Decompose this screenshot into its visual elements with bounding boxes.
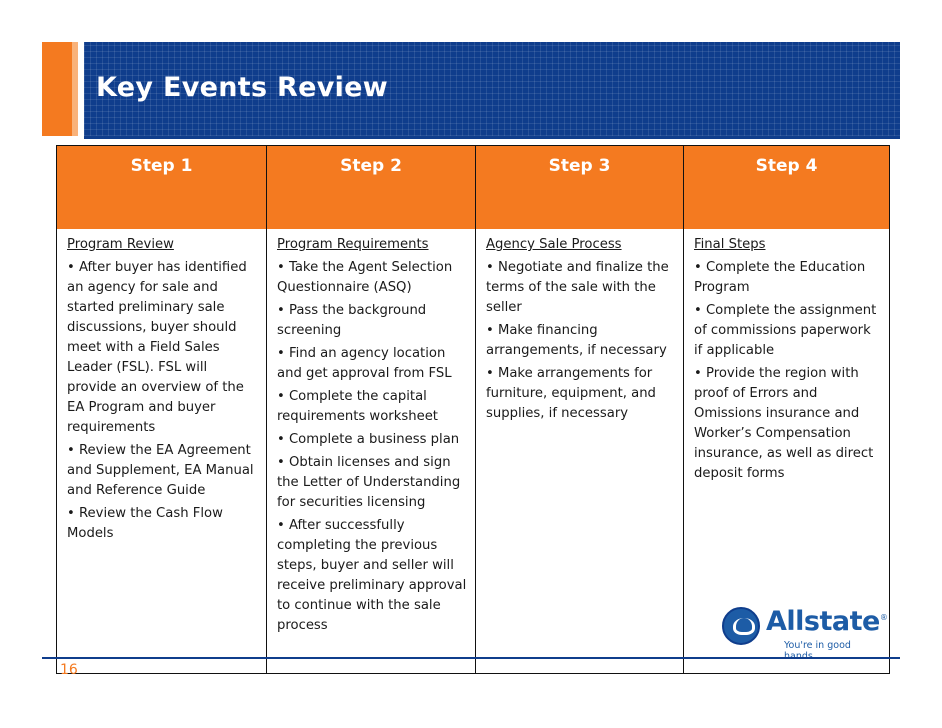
step-3-bullet: • Negotiate and finalize the terms of the sale with the seller: [486, 260, 669, 315]
step-1-bullet: • After buyer has identified an agency for sale and started preliminary sale discussions, buyer should meet with a Field Sales Leader (FSL). FSL will provide an overview of the EA Program and buyer requirements: [67, 260, 247, 435]
step-1-section: Program Review: [67, 237, 174, 252]
step-2-bullet: • Find an agency location and get approval from FSL: [277, 346, 452, 381]
step-1-bullet: • Review the EA Agreement and Supplement, EA Manual and Reference Guide: [67, 443, 254, 498]
step-3-bullet: • Make financing arrangements, if necessary: [486, 323, 667, 358]
header-row: [57, 146, 890, 230]
step-3-section: Agency Sale Process: [486, 237, 622, 252]
footer-rule: [42, 657, 900, 659]
key-events-table: [56, 145, 890, 674]
step-2-section: Program Requirements: [277, 237, 429, 252]
step-3-cell: [476, 229, 684, 674]
step-1-bullet: • Review the Cash Flow Models: [67, 506, 223, 541]
step-2-bullet: • Take the Agent Selection Questionnaire (ASQ): [277, 260, 453, 295]
logo-registered: ®: [879, 613, 888, 622]
logo-name: Allstate: [766, 606, 880, 637]
step-3-header: Step 3: [476, 146, 684, 230]
orange-accent-bar: [42, 42, 78, 136]
step-4-bullet: • Provide the region with proof of Errors and Omissions insurance and Worker’s Compensation insurance, as well as direct deposit forms: [694, 366, 874, 481]
allstate-logo: [722, 606, 888, 652]
title-banner: [84, 42, 900, 136]
step-3-bullet: • Make arrangements for furniture, equipment, and supplies, if necessary: [486, 366, 656, 421]
orange-accent-notch: [72, 42, 78, 136]
step-2-bullet: • After successfully completing the previous steps, buyer and seller will receive preliminary approval to continue with the sale process: [277, 518, 467, 633]
logo-tagline: You're in good: [784, 640, 851, 651]
step-1-cell: [57, 229, 267, 674]
step-4-bullet: • Complete the Education Program: [694, 260, 866, 295]
step-2-header: Step 2: [267, 146, 476, 230]
logo-wordmark: [766, 606, 887, 637]
step-2-bullet: • Complete the capital requirements worksheet: [277, 389, 438, 424]
step-2-bullet: • Obtain licenses and sign the Letter of Understanding for securities licensing: [277, 455, 461, 510]
page-number: 16: [60, 662, 78, 678]
step-2-cell: [267, 229, 476, 674]
step-4-section: Final Steps: [694, 237, 766, 252]
step-4-header: Step 4: [684, 146, 890, 230]
banner-rule: [84, 136, 900, 139]
hands-icon: [722, 607, 760, 645]
step-2-bullet: • Pass the background screening: [277, 303, 427, 338]
step-2-bullet: • Complete a business plan: [277, 432, 460, 447]
slide-title: Key Events Review: [96, 72, 389, 103]
step-1-header: Step 1: [57, 146, 267, 230]
step-4-bullet: • Complete the assignment of commissions paperwork if applicable: [694, 303, 877, 358]
